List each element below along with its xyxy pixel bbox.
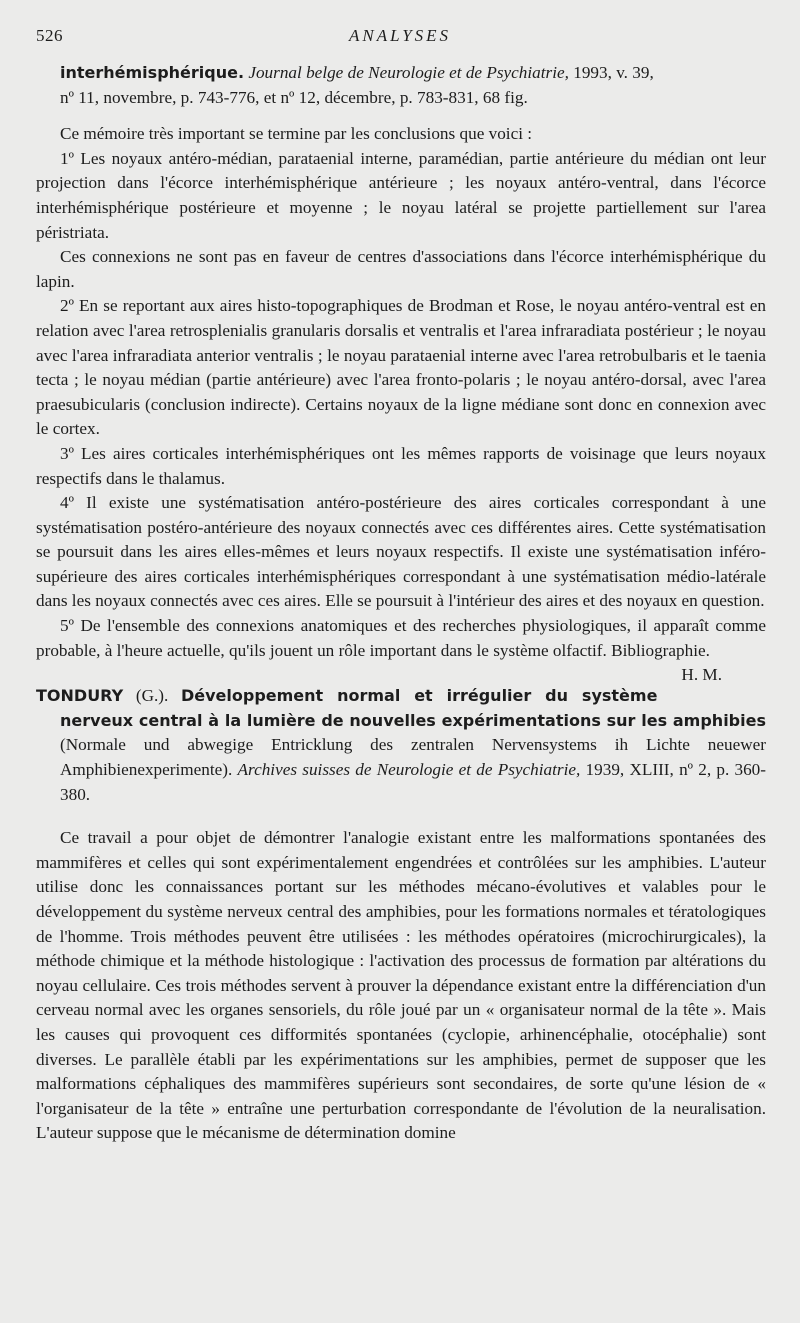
entry1-last-paragraph-text: 5º De l'ensemble des connexions anatomiques et des recherches physiologiques, il apparaît comme probable, à l'heure actuelle, qu'ils jouent un rôle important dans le système olfactif. Bibliographie. bbox=[36, 616, 766, 660]
entry2-author: TONDURY bbox=[36, 686, 124, 706]
entry1-paragraph: Ce mémoire très important se termine par les conclusions que voici : bbox=[60, 124, 533, 144]
reviewer-signature: H. M. bbox=[681, 665, 722, 685]
entry2-paragraph: Ce travail a pour objet de démontrer l'analogie existant entre les malformations spontanées des mammifères et celles qui sont expérimentalement engendrées et contrôlées sur les amphibies. L'auteur utilise donc les connaissances portant sur les méthodes mécano-évolutives et valables pour le développement du système nerveux central des amphibies, pour les formations normales et tératologiques de l'homme. Trois méthodes peuvent être utilisées : les méthodes opératoires (microchirurgicales), la méthode chimique et la méthode histologique : l'activation des processus de formation par altérations du noyau cellulaire. Ces trois méthodes servent à prouver la dépendance existant entre la différenciation d'un cerveau normal avec les organes sensoriels, du rôle joué par un « organisateur normal de la tête ». Mais les causes qui provoquent ces difformités spontanées (cyclopie, arhinencéphalie, otocéphalie) sont diverses. Le parallèle établi par les expérimentations sur les amphibies, permet de supposer que les malformations céphaliques des mammifères supérieurs sont secondaires, de sorte qu'une lésion de « l'organisateur de la tête » entraîne une perturbation correspondante de l'évolution de la neuralisation. L'auteur suppose que le mécanisme de détermination domine bbox=[36, 828, 766, 1143]
page-body bbox=[36, 61, 766, 1146]
entry1-title-end: interhémisphérique. bbox=[60, 63, 245, 82]
entry2-citation-rest: 1939, XLIII, bbox=[585, 760, 674, 780]
entry2-german-title: (Normale und abwegige Entricklung des zentralen Nervensystems ih Lichte neuewer Amphibienexperimente). bbox=[60, 735, 766, 780]
running-header bbox=[0, 26, 800, 52]
entry1-paragraph: 1º Les noyaux antéro-médian, parataenial interne, paramédian, partie antérieure du médian ont leur projection dans l'écorce interhémisphérique antérieure ; les noyaux antéro-ventral, dans l'écorce interhémisphérique postérieure et moyenne ; le noyau latéral se projette partiellement sur l'area péristriata. bbox=[36, 148, 766, 242]
entry1-journal: Journal belge de Neurologie et de Psychiatrie, bbox=[248, 63, 569, 82]
entry1-paragraph: 2º En se reportant aux aires histo-topographiques de Brodman et Rose, le noyau antéro-ventral est en relation avec l'area retrosplenialis granularis dorsalis et ventralis et l'area infraradiata postérieur ; le noyau avec l'area infraradiata anterior ventralis ; le noyau parataenial interne avec l'area retrobulbaris et le taenia tecta ; le noyau médian (partie antérieure) avec l'area fronto-polaris ; le noyau antéro-dorsal, avec l'area praesubicularis (conclusion indirecte). Certains noyaux de la ligne médiane sont donc en connexion avec le cortex. bbox=[36, 296, 766, 439]
entry2-title: Développement normal et irrégulier du système nerveux central à la lumière de nouvelles expérimentations sur les amphibies bbox=[60, 686, 766, 730]
page-number: 526 bbox=[36, 26, 63, 45]
entry1-last-paragraph bbox=[36, 614, 766, 685]
entry1-paragraph: Ces connexions ne sont pas en faveur de centres d'associations dans l'écorce interhémisphérique du lapin. bbox=[36, 247, 766, 291]
entry1-citation-line2: nº 11, novembre, p. 743-776, et nº 12, décembre, p. 783-831, 68 fig. bbox=[60, 87, 528, 107]
entry2-citation bbox=[36, 684, 766, 807]
entry2-journal: Archives suisses de Neurologie et de Psychiatrie, bbox=[237, 760, 581, 780]
entry1-paragraph: 4º Il existe une systématisation antéro-postérieure des aires corticales correspondant à une systématisation postéro-antérieure des noyaux connectés avec ces différentes aires. Cette systématisation se poursuit dans les aires elles-mêmes et leurs noyaux respectifs. Il existe une systématisation inféro-supérieure des aires corticales interhémisphériques correspondant à une systématisation médio-latérale dans les noyaux connectés avec ces aires. Elle se poursuit à l'intérieur des aires et des noyaux en question. bbox=[36, 493, 766, 611]
entry2-citation-line2: nº 2, p. 360-380. bbox=[60, 760, 766, 804]
entry1-citation bbox=[36, 61, 766, 110]
entry2-initial: (G.). bbox=[135, 686, 169, 706]
entry1-paragraph: 3º Les aires corticales interhémisphériques ont les mêmes rapports de voisinage que leurs noyaux respectifs dans le thalamus. bbox=[36, 443, 766, 488]
entry1-citation-rest: 1993, v. 39, bbox=[573, 63, 654, 82]
running-title: ANALYSES bbox=[348, 26, 452, 45]
